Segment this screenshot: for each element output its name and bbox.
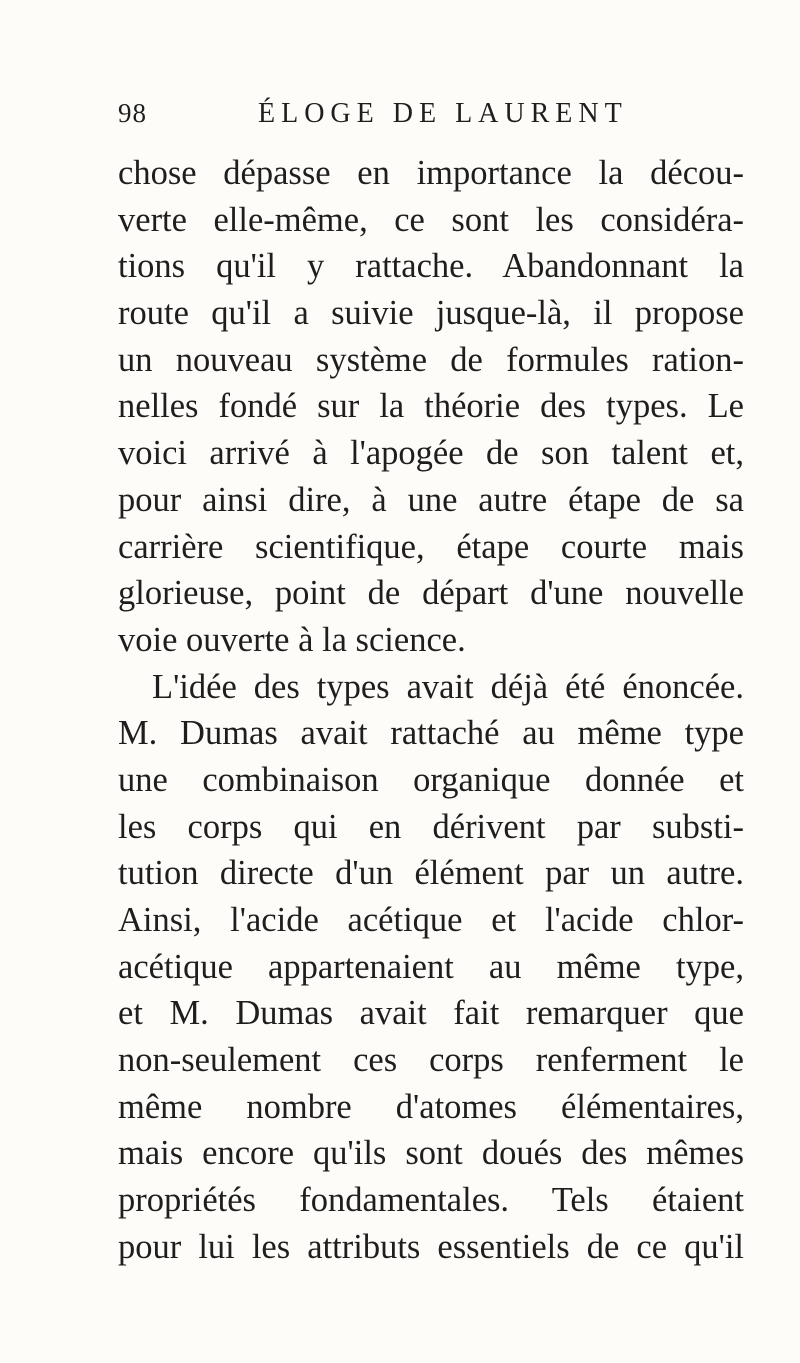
paragraph-end-line: voie ouverte à la science. xyxy=(118,620,466,659)
page-number: 98 xyxy=(118,98,147,128)
body-text xyxy=(118,150,744,1271)
text-line: tution directe d'un élément par un autre. xyxy=(118,854,744,893)
text-line: route qu'il a suivie jusque-là, il propose xyxy=(118,294,744,333)
text-line: mais encore qu'ils sont doués des mêmes xyxy=(118,1134,744,1173)
text-line: nelles fondé sur la théorie des types. Le xyxy=(118,387,744,426)
page-header xyxy=(118,98,744,138)
text-line: et M. Dumas avait fait remarquer que xyxy=(118,994,744,1033)
text-line: verte elle-même, ce sont les considéra- xyxy=(118,200,744,239)
paragraph-start-line: L'idée des types avait déjà été énoncée. xyxy=(152,667,744,706)
text-line: non-seulement ces corps renferment le xyxy=(118,1041,744,1080)
text-line: une combinaison organique donnée et xyxy=(118,760,744,799)
text-line: propriétés fondamentales. Tels étaient xyxy=(118,1181,744,1220)
text-line: même nombre d'atomes élémentaires, xyxy=(118,1087,744,1126)
text-line: M. Dumas avait rattaché au même type xyxy=(118,714,744,753)
text-line: pour ainsi dire, à une autre étape de sa xyxy=(118,480,744,519)
text-line: chose dépasse en importance la décou- xyxy=(118,154,744,192)
text-line: acétique appartenaient au même type, xyxy=(118,947,744,986)
text-line: voici arrivé à l'apogée de son talent et, xyxy=(118,434,744,473)
text-line: les corps qui en dérivent par substi- xyxy=(118,807,744,846)
text-line: carrière scientifique, étape courte mais xyxy=(118,527,744,566)
running-title: ÉLOGE DE LAURENT xyxy=(258,98,628,129)
text-line: glorieuse, point de départ d'une nouvelle xyxy=(118,574,744,613)
text-line: Ainsi, l'acide acétique et l'acide chlor- xyxy=(118,901,744,939)
text-line: un nouveau système de formules ration- xyxy=(118,340,744,379)
text-line: tions qu'il y rattache. Abandonnant la xyxy=(118,247,744,286)
text-line: pour lui les attributs essentiels de ce qu'il xyxy=(118,1227,744,1266)
